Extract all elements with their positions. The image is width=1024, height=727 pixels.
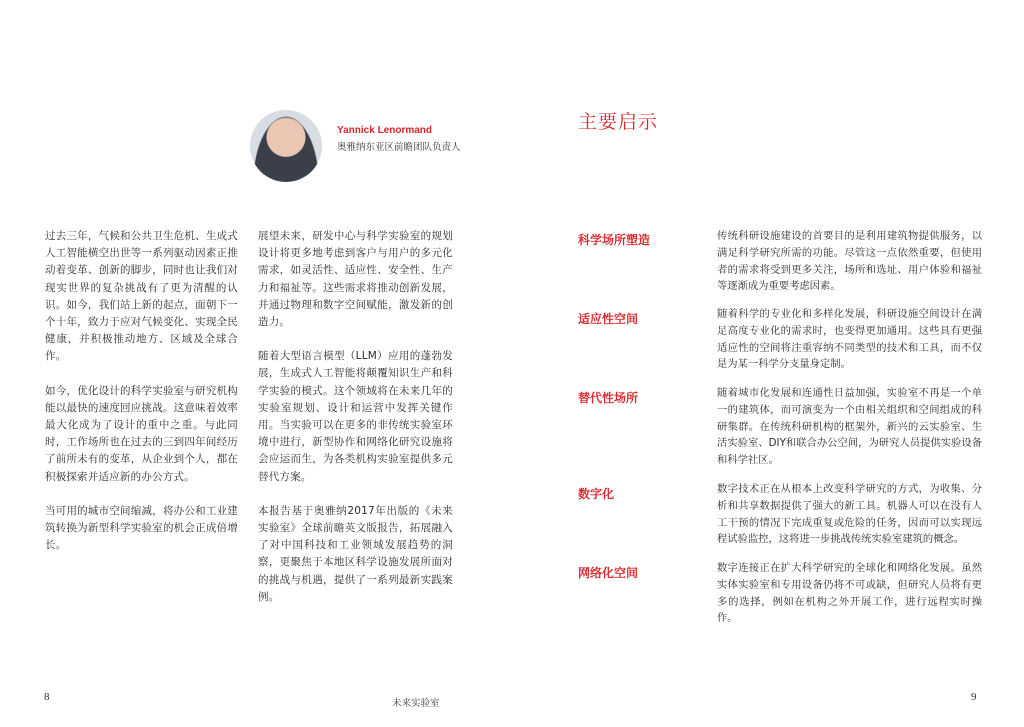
topic-label: 替代性场所 [578, 391, 639, 405]
topic-text: 传统科研设施建设的首要目的是利用建筑物提供服务，以满足科学研究所需的功能。尽管这一点依然重要，但使用者的需求将受到更多关注，场所和选址、用户体验和福祉等逐渐成为重要考虑因素。 [717, 230, 982, 293]
author-portrait [250, 110, 322, 182]
topic-text: 随着科学的专业化和多样化发展，科研设施空间设计在满足高度专业化的需求时，也变得更加通用。这些具有更强适应性的空间将注重容纳不同类型的技术和工具，而不仅是为某一科学分支量身定制。 [717, 308, 982, 371]
topic-text: 随着城市化发展和连通性日益加强，实验室不再是一个单一的建筑体，而可演变为一个由相关组织和空间组成的科研集群。在传统科研机构的框架外，新兴的云实验室、生活实验室、DIY和联合办公空间，为研究人员提供实验设备和科学社区。 [717, 387, 982, 467]
topic-label: 科学场所塑造 [578, 233, 651, 247]
paragraph: 如今，优化设计的科学实验室与研究机构能以最快的速度回应挑战。这意味着效率最大化成为了设计的重中之重。与此同时，工作场所也在过去的三到四年间经历了前所未有的变革，从企业到个人，都在积极探索并适应新的办公方式。 [45, 384, 238, 483]
left-page-number: 8 [44, 691, 50, 703]
right-page-number: 9 [971, 691, 977, 703]
section-title: 主要启示 [578, 111, 659, 133]
author-block [250, 110, 490, 182]
left-page-column-2 [258, 228, 453, 623]
paragraph: 随着大型语言模型（LLM）应用的蓬勃发展，生成式人工智能将颠覆知识生产和科学实验的模式。这个领域将在未来几年的实验室规划、设计和运营中发挥关键作用。当实验可以在更多的非传统实验室环境中进行，新型协作和网络化研究设施将会应运而生，为各类机构实验室提供多元替代方案。 [258, 350, 453, 483]
paragraph: 本报告基于奥雅纳2017年出版的《未来实验室》全球前瞻英文版报告，拓展融入了对中国科技和工业领域发展趋势的洞察，更聚焦于本地区科学设施发展所面对的挑战与机遇，提供了一系列最新实践案例。 [258, 504, 453, 603]
paragraph: 展望未来，研发中心与科学实验室的规划设计将更多地考虑到客户与用户的多元化需求，如灵活性、适应性、安全性、生产力和福祉等。这些需求将推动创新发展，并通过物理和数字空间赋能，激发新的创造力。 [258, 230, 453, 329]
topic-label: 适应性空间 [578, 312, 639, 326]
topic-label: 数字化 [578, 487, 615, 501]
author-name: Yannick Lenormand [337, 125, 433, 136]
topic-text: 数字技术正在从根本上改变科学研究的方式，为收集、分析和共享数据提供了强大的新工具。机器人可以在没有人工干预的情况下完成重复或危险的任务，因而可以实现远程试验监控，这将进一步挑战传统实验室建筑的概念。 [717, 483, 982, 546]
author-role: 奥雅纳东亚区前瞻团队负责人 [337, 142, 461, 153]
left-page-column-1 [45, 228, 238, 571]
paragraph: 当可用的城市空间缩减，将办公和工业建筑转换为新型科学实验室的机会正成倍增长。 [45, 504, 238, 552]
paragraph: 过去三年，气候和公共卫生危机、生成式人工智能横空出世等一系列驱动因素正推动着变革、创新的脚步，同时也让我们对现实世界的复杂挑战有了更为清醒的认识。如今，我们站上新的起点，面朝下一个十年，致力于应对气候变化、实现全民健康，并积极推动地方、区域及全球合作。 [45, 230, 238, 363]
footer-title: 未来实验室 [392, 698, 440, 709]
topic-label: 网络化空间 [578, 566, 639, 580]
topic-text: 数字连接正在扩大科学研究的全球化和网络化发展。虽然实体实验室和专用设备仍将不可或缺，但研究人员将有更多的选择，例如在机构之外开展工作，进行远程实时操作。 [717, 562, 982, 625]
